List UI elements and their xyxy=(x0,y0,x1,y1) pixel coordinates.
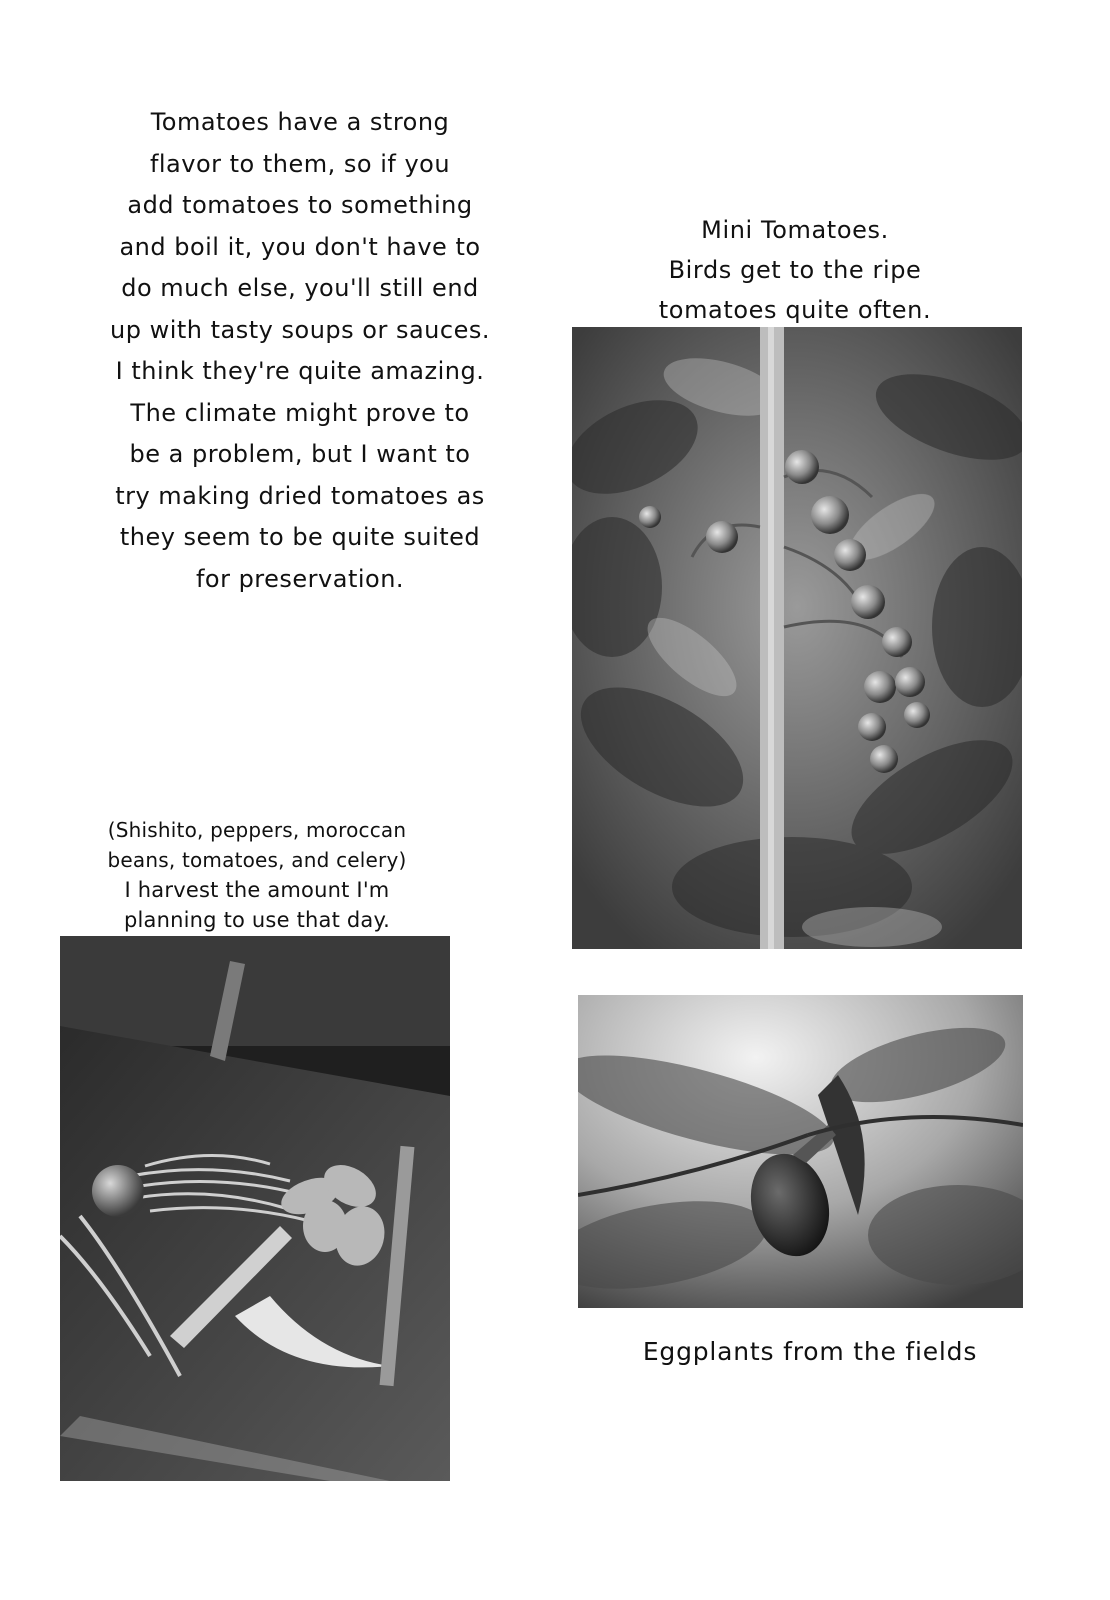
intro-line: try making dried tomatoes as xyxy=(115,481,485,510)
caption-line: Birds get to the ripe xyxy=(668,256,922,284)
intro-line: I think they're quite amazing. xyxy=(115,357,485,385)
intro-line: they seem to be quite suited xyxy=(119,523,481,551)
harvest-photo-caption xyxy=(62,815,452,935)
intro-line: up with tasty soups or sauces. xyxy=(110,315,490,344)
caption-line: tomatoes quite often. xyxy=(658,296,932,324)
caption-line: Mini Tomatoes. xyxy=(701,216,889,244)
caption-line: planning to use that day. xyxy=(123,908,391,932)
caption-line: (Shishito, peppers, moroccan xyxy=(107,818,407,842)
intro-line: for preservation. xyxy=(195,564,405,593)
mini-tomatoes-image xyxy=(572,327,1022,949)
eggplants-image xyxy=(578,995,1023,1308)
caption-line: I harvest the amount I'm xyxy=(124,878,390,902)
intro-line: Tomatoes have a strong xyxy=(150,108,450,136)
eggplant-photo-caption xyxy=(610,1335,1010,1369)
mini-tomatoes-photo xyxy=(572,327,1022,949)
intro-line: add tomatoes to something xyxy=(127,191,473,219)
intro-line: flavor to them, so if you xyxy=(149,149,451,178)
intro-line: be a problem, but I want to xyxy=(129,440,471,468)
intro-line: and boil it, you don't have to xyxy=(119,232,481,261)
caption-line: Eggplants from the fields xyxy=(642,1337,978,1366)
harvest-wheelbarrow-photo xyxy=(60,936,450,1481)
caption-line: beans, tomatoes, and celery) xyxy=(107,848,407,872)
intro-line: do much else, you'll still end xyxy=(121,274,479,302)
harvest-wheelbarrow-image xyxy=(60,936,450,1481)
intro-line: The climate might prove to xyxy=(130,398,470,427)
intro-paragraph xyxy=(95,102,505,600)
tomato-photo-caption xyxy=(630,210,960,330)
eggplants-photo xyxy=(578,995,1023,1308)
